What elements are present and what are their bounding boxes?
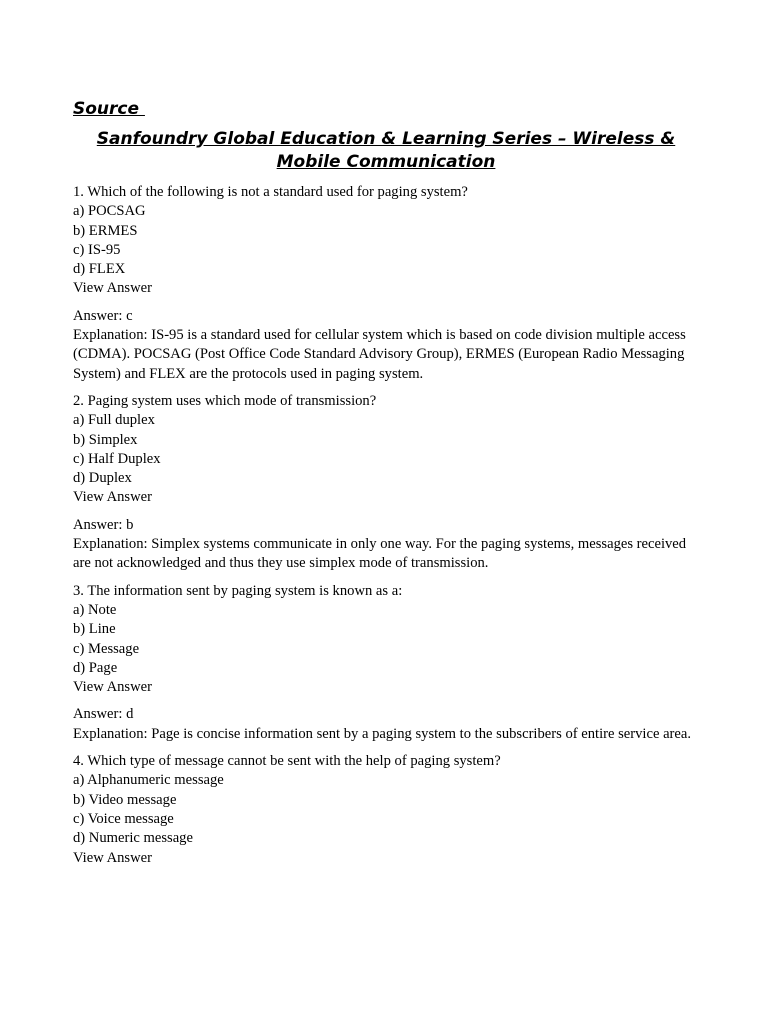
explanation-text: Explanation: Simplex systems communicate in only one way. For the paging systems, messages received are not acknowledged and thus they use simplex mode of transmission.	[73, 536, 687, 572]
document-title: Sanfoundry Global Education & Learning Series – Wireless & Mobile Communication	[96, 129, 676, 172]
question-block-4	[73, 752, 699, 868]
option-b: b) Line	[73, 621, 116, 638]
option-d: d) Numeric message	[73, 830, 193, 847]
answer-block-1	[73, 307, 699, 384]
question-block-1	[73, 183, 699, 299]
source-heading: Source	[73, 99, 145, 119]
option-c: c) IS-95	[73, 241, 121, 258]
option-b: b) Simplex	[73, 431, 138, 448]
answer-text: Answer: c	[73, 307, 133, 324]
explanation-text: Explanation: Page is concise information sent by a paging system to the subscribers of entire service area.	[73, 725, 692, 742]
option-a: a) POCSAG	[73, 203, 146, 220]
answer-text: Answer: b	[73, 516, 134, 533]
question-block-2	[73, 392, 699, 508]
option-c: c) Half Duplex	[73, 450, 161, 467]
option-d: d) Duplex	[73, 470, 132, 487]
option-c: c) Message	[73, 640, 140, 657]
question-text: 1. Which of the following is not a standard used for paging system?	[73, 184, 468, 200]
option-a: a) Alphanumeric message	[73, 772, 224, 789]
question-block-3	[73, 582, 699, 698]
view-answer-link[interactable]: View Answer	[73, 849, 152, 866]
option-a: a) Note	[73, 601, 117, 618]
answer-block-3	[73, 705, 699, 744]
answer-text: Answer: d	[73, 706, 134, 723]
option-b: b) Video message	[73, 791, 177, 808]
option-d: d) Page	[73, 659, 118, 676]
option-d: d) FLEX	[73, 261, 126, 278]
option-a: a) Full duplex	[73, 412, 155, 429]
option-b: b) ERMES	[73, 222, 138, 239]
question-text: 4. Which type of message cannot be sent with the help of paging system?	[73, 753, 501, 770]
question-list	[73, 183, 699, 868]
question-text: 3. The information sent by paging system is known as a:	[73, 582, 403, 599]
view-answer-link[interactable]: View Answer	[73, 489, 152, 506]
document-page	[73, 98, 699, 876]
answer-block-2	[73, 516, 699, 574]
question-text: 2. Paging system uses which mode of transmission?	[73, 392, 377, 409]
option-c: c) Voice message	[73, 810, 174, 827]
explanation-text: Explanation: IS-95 is a standard used for cellular system which is based on code division multiple access (CDMA). POCSAG (Post Office Code Standard Advisory Group), ERMES (European Radio Messaging System) and FLEX are the protocols used in paging system.	[73, 327, 686, 382]
view-answer-link[interactable]: View Answer	[73, 280, 152, 297]
view-answer-link[interactable]: View Answer	[73, 679, 152, 696]
